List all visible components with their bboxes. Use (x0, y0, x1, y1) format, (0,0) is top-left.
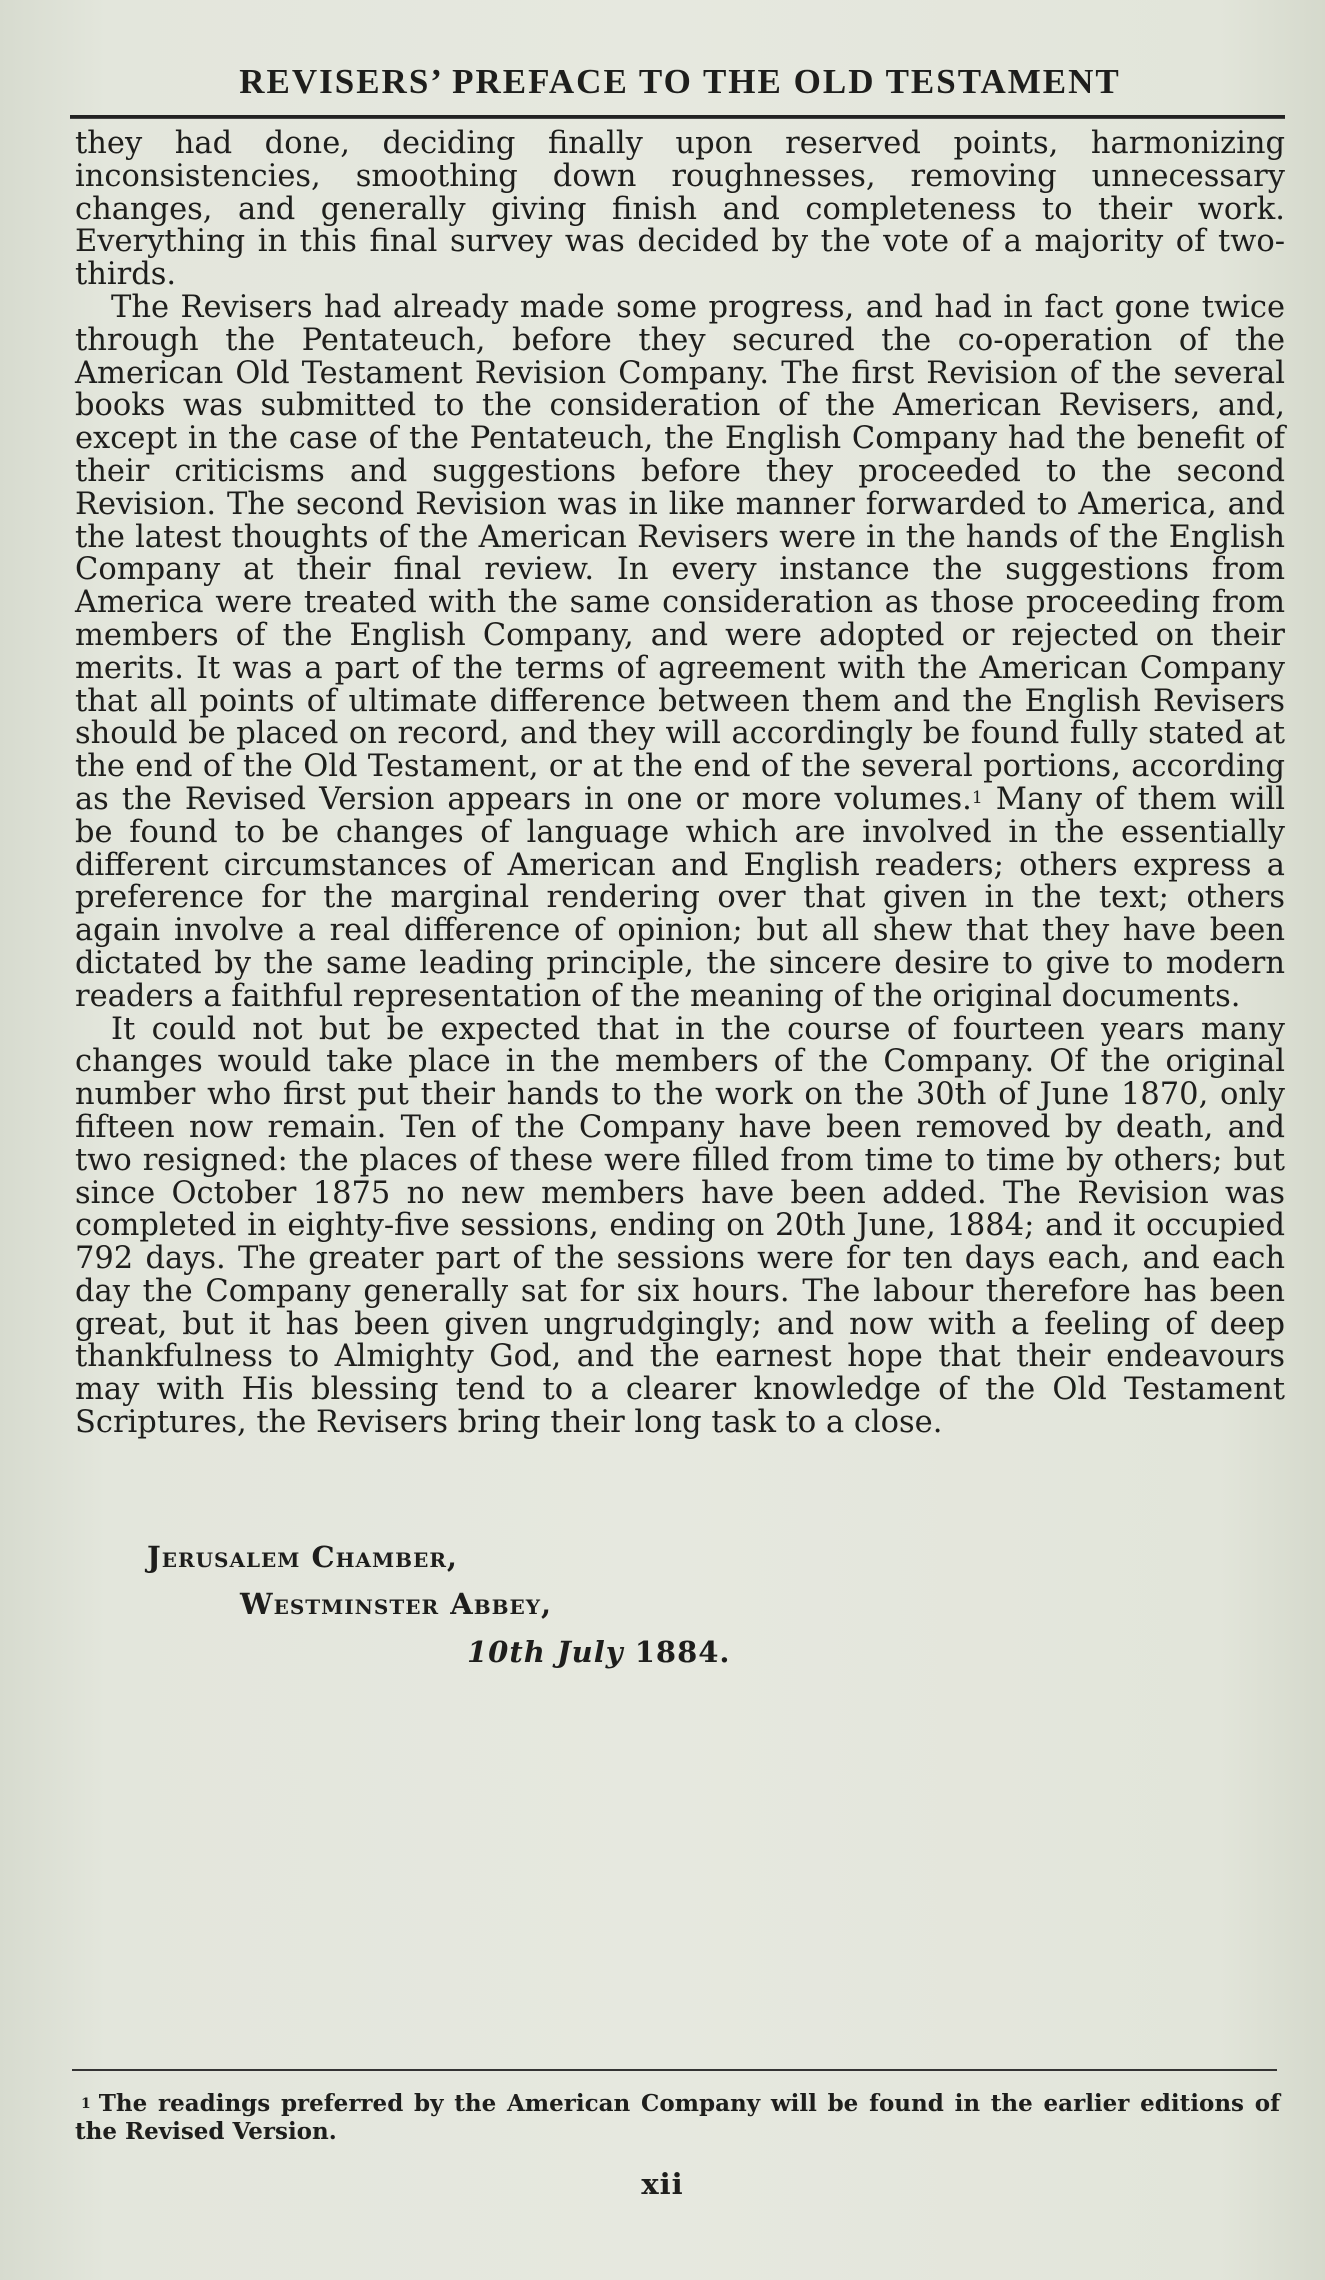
footnote-rule (72, 2069, 1277, 2071)
paragraph-2 (75, 289, 1285, 1014)
paragraph-2-part-a: The Revisers had already made some progress, and had in fact gone twice through the Pentateuch, before they secured the co-operation of the American Old Testament Revision Company. The first Revision of the several books was submitted to the consideration of the American Revisers, and, except in the case of the Pentateuch, the English Company had the benefit of their criticisms and suggestions before they proceeded to the second Revision. The second Revision was in like manner forwarded to America, and the latest thoughts of the American Revisers were in the hands of the English Company at their final review. In every instance the suggestions from America were treated with the same consideration as those proceeding from members of the English Company, and were adopted or rejected on their merits. It was a part of the terms of agreement with the American Company that all points of ultimate difference between them and the English Revisers should be placed on record, and they will accordingly be found fully stated at the end of the Old Testament, or at the end of the several portions, according as the Revised Version appears in one or more volumes. (75, 289, 1285, 817)
signature-place-abbey: Westminster Abbey, (240, 1587, 553, 1621)
signature-place-chamber: Jerusalem Chamber, (147, 1540, 459, 1574)
footnote-text: The readings preferred by the American Company will be found in the earlier editions of the Revised Version. (75, 2090, 1280, 2145)
paragraph-3: It could not but be expected that in the course of fourteen years many changes would take place in the members of the Company. Of the original number who first put their hands to the work on the 30th of June 1870, only fifteen now remain. Ten of the Company have been removed by death, and two resigned: the places of these were filled from time to time by others; but since October 1875 no new members have been added. The Revision was completed in eighty-five sessions, ending on 20th June, 1884; and it occupied 792 days. The greater part of the sessions were for ten days each, and each day the Company generally sat for six hours. The labour therefore has been great, but it has been given ungrudgingly; and now with a feeling of deep thankfulness to Almighty God, and the earnest hope that their endeavours may with His blessing tend to a clearer knowledge of the Old Testament Scriptures, the Revisers bring their long task to a close. (75, 1011, 1285, 1441)
footnote-mark: 1 (81, 2096, 91, 2112)
date-day: 10th (467, 1635, 546, 1669)
footnote-reference[interactable]: 1 (971, 787, 983, 808)
running-head: REVISERS’ PREFACE TO THE OLD TESTAMENT (239, 62, 1121, 101)
page-number: xii (641, 2167, 684, 2201)
paragraph-2-part-b: Many of them will be found to be changes of language which are involved in the essentially different circumstances of American and English readers; others express a preference for the marginal rendering over that given in the text; others again involve a real difference of opinion; but all shew that they have been dictated by the same leading principle, the sincere desire to give to modern readers a faithful representation of the meaning of the original documents. (75, 781, 1285, 1014)
date-year: 1884. (634, 1635, 731, 1669)
signature-date (467, 1635, 731, 1669)
header-rule (70, 115, 1285, 119)
body-text (75, 128, 1285, 1440)
footnote (75, 2090, 1280, 2146)
date-month: July (545, 1635, 635, 1669)
paragraph-1: they had done, deciding finally upon reserved points, harmonizing inconsistencies, smoothing down roughnesses, removing unnecessary changes, and generally giving finish and completeness to their work. Everything in this final survey was decided by the vote of a majority of two-thirds. (75, 126, 1285, 293)
